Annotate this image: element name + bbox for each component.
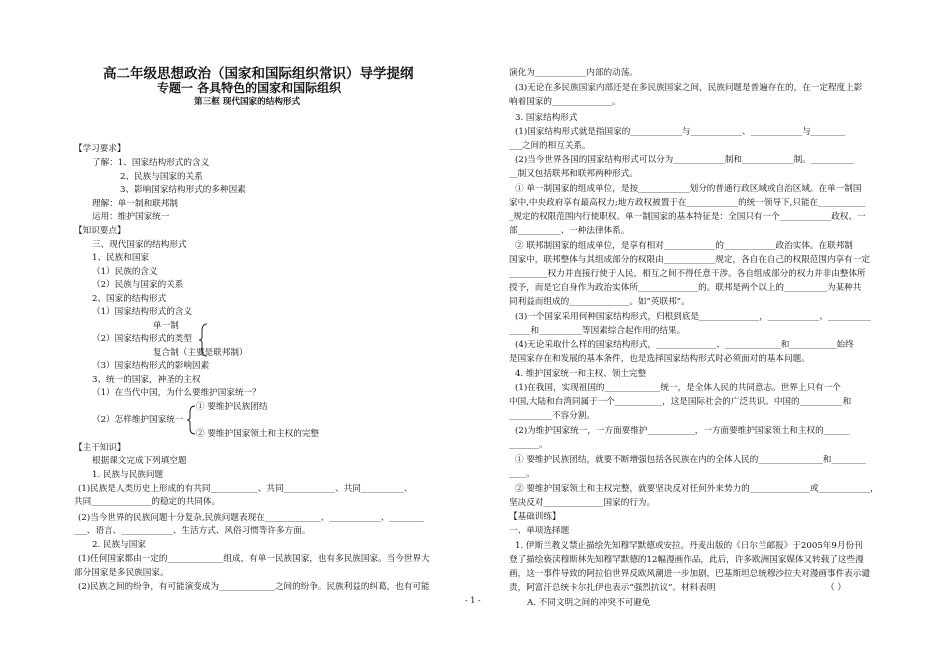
right-line: (3)一个国家采用何种国家结构形式，归根到底是______________，____________、__________ xyxy=(515,312,871,322)
right-line: _________权力并直接行使于人民，相互之间不得任意干涉。各自组成部分的权力并非由整体所 xyxy=(509,269,866,279)
requirement-line: 了解：1、国家结构形式的含义 xyxy=(92,158,210,168)
right-line: (3)无论在多民族国家内部还是在多民族国家之间，民族问题是普遍存在的，在一定程度上影 xyxy=(515,83,863,93)
requirements-heading: 【学习要求】 xyxy=(74,144,126,154)
structure-type-compound: 复合制（主要是联邦制） xyxy=(153,348,248,358)
structure-type-unitary: 单一制 xyxy=(153,321,179,331)
right-line: 响着国家的______________。 xyxy=(509,97,621,107)
right-line: 国家中，联邦整体与其组成部分的权限由____________规定，各自在自己的权限范围内享有一定 xyxy=(509,255,870,265)
main-line: (1)民族是人类历史上形成的有共同___________、共同____________、共同__________、 xyxy=(78,484,413,494)
right-line: (1)国家结构形式就是指国家的____________与____________、____________与________ xyxy=(515,127,846,137)
point-line: （1）民族的含义 xyxy=(92,267,158,277)
main-line: 根据课文完成下列填空题 xyxy=(92,456,187,466)
exercise-section: 一、单项选择题 xyxy=(509,526,570,536)
answer-blank: （ ） xyxy=(826,583,846,593)
page-number: - 1 - xyxy=(465,596,481,605)
point-line: 2、国家的结构形式 xyxy=(92,294,167,304)
option-a: A. 不同文明之间的冲突不可避免 xyxy=(527,598,651,608)
main-line: ___、语言、____________、生活方式、风俗习惯等许多方面。 xyxy=(74,526,311,536)
right-line: 3. 国家结构形式 xyxy=(515,113,578,123)
right-line: 坚决反对______________国家的行为。 xyxy=(509,498,656,508)
question-text: 1. 伊斯兰教义禁止描绘先知穆罕默德或安拉。丹麦出版的《日尔兰邮报》于2005年9月份刊 xyxy=(515,541,863,551)
point-line: （1）国家结构形式的含义 xyxy=(92,307,192,317)
main-line: (2)当今世界的民族问题十分复杂,民族问题表现在_____________、____________、________ xyxy=(78,513,424,523)
point-line: 三、现代国家的结构形式 xyxy=(92,240,187,250)
right-line: __________不容分割。 xyxy=(509,411,595,421)
point-line: （2）国家结构形式的类型 xyxy=(92,334,192,344)
question-text: 登了描绘亵渎穆斯林先知穆罕默德的12幅漫画作品，此后，许多欧洲国家媒体又转载了这些漫 xyxy=(509,555,864,565)
right-line: 中国,大陆和台湾同属于一个___________，这是国际社会的广泛共识。中国的__________和 xyxy=(509,397,852,407)
main-line: 部分国家是多民族国家。 xyxy=(74,568,169,578)
right-line: ② 联邦制国家的组成单位，是享有相对____________的____________政治实体。在联邦制 xyxy=(515,241,853,251)
main-line: 共同______________的稳定的共同体。 xyxy=(74,497,221,507)
right-line: ① 单一制国家的组成单位，是按____________划分的普通行政区域或自治区域。在单一制国 xyxy=(515,184,862,194)
main-line: (1)任何国家都由一定的_____________组成，有单一民族国家，也有多民族国家。当今世界大 xyxy=(78,554,430,564)
right-line: __制又包括联邦和联邦两种形式。 xyxy=(509,169,638,179)
right-line: (2)为维护国家统一，一方面要维护___________，一方面要维护国家领土和主权的______ xyxy=(515,426,850,436)
section-title: 第三框 现代国家的结构形式 xyxy=(194,97,301,107)
point-line: （2）民族与国家的关系 xyxy=(92,280,184,290)
point-line: （1）在当代中国，为什么要维护国家统一？ xyxy=(92,388,261,398)
point-line: （3）国家结构形式的影响因素 xyxy=(92,361,210,371)
requirement-line: 3、影响国家结构形式的多种因素 xyxy=(120,185,246,195)
right-line: 4. 维护国家统一和主权、领土完整 xyxy=(515,369,647,379)
point-line: 1、民族和国家 xyxy=(92,253,150,263)
right-line: ② 要维护国家领土和主权完整，就要坚决反对任何外来势力的______________或____________， xyxy=(515,484,879,494)
right-line: 同利益而组成的______________。如“英联邦”。 xyxy=(509,297,690,307)
points-heading: 【知识要点】 xyxy=(74,226,126,236)
unity-method-1: ① 要维护民族团结 xyxy=(196,402,268,412)
right-line: ① 要维护民族团结，就要不断增强包括各民族在内的全体人民的_______________和________ xyxy=(515,455,866,465)
right-line: 演化为____________内部的动荡。 xyxy=(509,68,638,78)
right-line: _规定的权限范围内行使职权。单一制国家的基本特征是：全国只有一个____________政权、一 xyxy=(509,212,866,222)
right-line: _______。 xyxy=(509,440,548,450)
main-line: (2)民族之间的纷争，有可能演变成为_____________之间的纷争。民族利益的纠葛，也有可能 xyxy=(78,582,430,592)
right-line: 是国家存在和发展的基本条件，也是选择国家结构形式时必须面对的基本问题。 xyxy=(509,354,810,364)
exercise-heading: 【基础训练】 xyxy=(509,512,561,522)
right-line: (4)无论采取什么样的国家结构形式，______________、_____________和___________始终 xyxy=(515,340,854,350)
requirement-line: 2、民族与国家的关系 xyxy=(120,172,203,182)
point-line: （2）怎样维护国家统一 xyxy=(92,415,184,425)
main-heading: 【主干知识】 xyxy=(74,443,126,453)
right-line: ____。 xyxy=(509,469,535,479)
question-text: 画，这一事件导致的阿拉伯世界反欧风潮进一步加剧，巴基斯坦总统穆沙拉夫对漫画事件表示谴 xyxy=(509,569,870,579)
right-line: _____和__________等因素综合起作用的结果。 xyxy=(509,326,686,336)
right-line: 家中,中央政府享有最高权力;地方政权被置于在____________的统一领导下,只能在___________ xyxy=(509,198,866,208)
page-subtitle: 专题一 各具特色的国家和国际组织 xyxy=(157,81,342,95)
requirement-line: 理解：单一制和联邦制 xyxy=(92,199,178,209)
right-line: ___之间的相互关系。 xyxy=(509,141,591,151)
requirement-line: 运用：维护国家统一 xyxy=(92,212,170,222)
question-text: 责，阿富汗总统卡尔扎伊也表示“强烈抗议”。材料表明 xyxy=(509,583,716,593)
unity-method-2: ② 要维护国家领土和主权的完整 xyxy=(196,429,320,439)
point-line: 3、统一的国家，神圣的主权 xyxy=(92,375,201,385)
main-line: 2. 民族与国家 xyxy=(92,540,146,550)
page-title: 高二年级思想政治（国家和国际组织常识）导学提纲 xyxy=(103,66,414,82)
right-line: 部__________、一种法律体系。 xyxy=(509,226,630,236)
right-line: (1)在我国，实现祖国的_____________统一，是全体人民的共同意志。世界上只有一个 xyxy=(515,383,841,393)
right-line: (2)当今世界各国的国家结构形式可以分为____________制和____________制。__________ xyxy=(515,155,854,165)
main-line: 1. 民族与民族问题 xyxy=(92,470,164,480)
right-line: 授予，而是它自身作为政治实体所______________的。联邦是两个以上的__________为某种共 xyxy=(509,283,862,293)
